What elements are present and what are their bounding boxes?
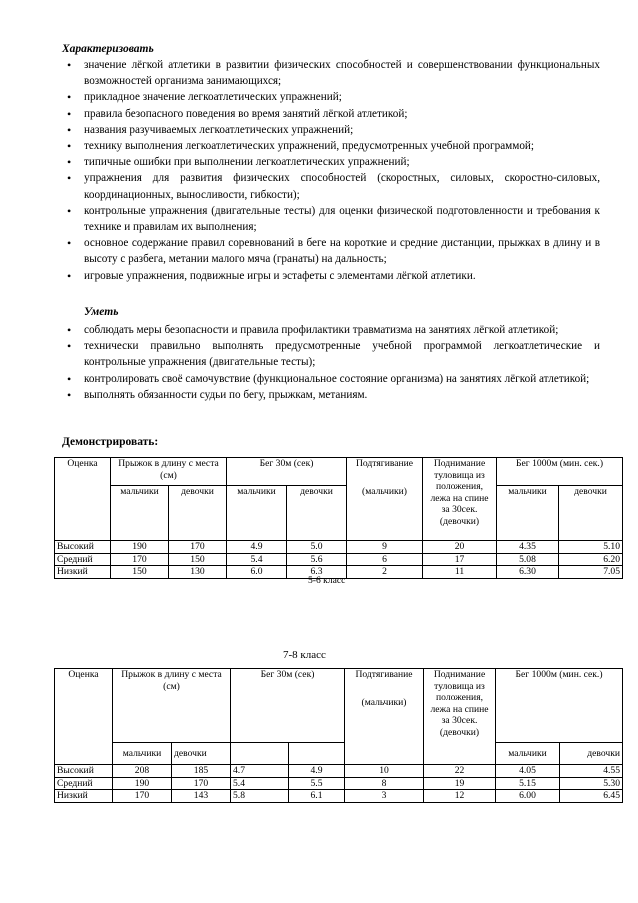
characterize-list bbox=[62, 57, 600, 284]
table-row bbox=[55, 765, 623, 778]
header-run30-boys: мальчики bbox=[227, 486, 287, 541]
table2-title: 7-8 класс bbox=[283, 649, 326, 661]
value-cell: 4.7 bbox=[231, 765, 289, 778]
value-cell: 4.35 bbox=[497, 541, 559, 554]
value-cell: 190 bbox=[113, 777, 172, 790]
value-cell: 5.4 bbox=[231, 777, 289, 790]
list-item: • упражнения для развития физических способностей (скоростных, силовых, скоростно-силовых, координационных, выносливости, гибкости); bbox=[62, 170, 600, 202]
value-cell: 10 bbox=[345, 765, 424, 778]
norms-table-5-6 bbox=[54, 457, 623, 579]
value-cell: 17 bbox=[423, 553, 497, 566]
value-cell: 5.10 bbox=[559, 541, 623, 554]
value-cell: 6.45 bbox=[560, 790, 623, 803]
header-situps: Поднимание туловища из положения, лежа на спине за 30сек. (девочки) bbox=[424, 669, 496, 765]
header-pullups bbox=[347, 458, 423, 541]
list-item: • технически правильно выполнять предусмотренные учебной программой легкоатлетические и контрольные упражнения (двигательные тесты); bbox=[62, 338, 600, 370]
grade-cell: Средний bbox=[55, 553, 111, 566]
header-jump-girls: девочки bbox=[172, 743, 231, 765]
empty-cell bbox=[289, 743, 345, 765]
value-cell: 8 bbox=[345, 777, 424, 790]
header-run30-girls: девочки bbox=[287, 486, 347, 541]
value-cell: 185 bbox=[172, 765, 231, 778]
value-cell: 4.9 bbox=[227, 541, 287, 554]
grade-cell: Высокий bbox=[55, 765, 113, 778]
header-situps: Поднимание туловища из положения, лежа на спине за 30сек. (девочки) bbox=[423, 458, 497, 541]
value-cell: 22 bbox=[424, 765, 496, 778]
header-grade: Оценка bbox=[55, 458, 111, 541]
demonstrate-heading: Демонстрировать: bbox=[62, 436, 159, 448]
table-row bbox=[55, 790, 623, 803]
header-pullups-title: Подтягивание bbox=[355, 669, 413, 680]
header-jump-boys: мальчики bbox=[113, 743, 172, 765]
able-list bbox=[62, 322, 600, 403]
header-run1000-boys: мальчики bbox=[497, 486, 559, 541]
value-cell: 9 bbox=[347, 541, 423, 554]
value-cell: 4.05 bbox=[496, 765, 560, 778]
header-run1000: Бег 1000м (мин. сек.) bbox=[496, 669, 623, 743]
table-row bbox=[55, 777, 623, 790]
header-pullups-sub: (мальчики) bbox=[362, 485, 407, 497]
header-run1000-boys: мальчики bbox=[496, 743, 560, 765]
value-cell: 12 bbox=[424, 790, 496, 803]
value-cell: 3 bbox=[345, 790, 424, 803]
list-item: • контролировать своё самочувствие (функциональное состояние организма) на занятиях лёгкой атлетикой; bbox=[62, 371, 600, 387]
table-row bbox=[55, 541, 623, 554]
list-item: • игровые упражнения, подвижные игры и эстафеты с элементами лёгкой атлетики. bbox=[62, 268, 600, 284]
value-cell: 5.6 bbox=[287, 553, 347, 566]
value-cell: 5.5 bbox=[289, 777, 345, 790]
value-cell: 208 bbox=[113, 765, 172, 778]
value-cell: 170 bbox=[172, 777, 231, 790]
value-cell: 6.1 bbox=[289, 790, 345, 803]
value-cell: 5.08 bbox=[497, 553, 559, 566]
value-cell: 170 bbox=[113, 790, 172, 803]
header-run1000: Бег 1000м (мин. сек.) bbox=[497, 458, 623, 486]
value-cell: 6.30 bbox=[497, 566, 559, 579]
header-jump-girls: девочки bbox=[169, 486, 227, 541]
list-item: • названия разучиваемых легкоатлетических упражнений; bbox=[62, 122, 600, 138]
value-cell: 150 bbox=[111, 566, 169, 579]
value-cell: 19 bbox=[424, 777, 496, 790]
characterize-heading: Характеризовать bbox=[62, 43, 154, 55]
header-grade: Оценка bbox=[55, 669, 113, 765]
header-run1000-girls: девочки bbox=[560, 743, 623, 765]
norms-table-7-8 bbox=[54, 668, 623, 803]
value-cell: 150 bbox=[169, 553, 227, 566]
value-cell: 2 bbox=[347, 566, 423, 579]
header-run1000-girls: девочки bbox=[559, 486, 623, 541]
value-cell: 143 bbox=[172, 790, 231, 803]
value-cell: 5.4 bbox=[227, 553, 287, 566]
list-item: • контрольные упражнения (двигательные тесты) для оценки физической подготовленности и требования к технике и правилам их выполнения; bbox=[62, 203, 600, 235]
list-item: • типичные ошибки при выполнении легкоатлетических упражнений; bbox=[62, 154, 600, 170]
able-heading: Уметь bbox=[84, 306, 119, 318]
grade-cell: Средний bbox=[55, 777, 113, 790]
value-cell: 6 bbox=[347, 553, 423, 566]
value-cell: 190 bbox=[111, 541, 169, 554]
list-item: • соблюдать меры безопасности и правила профилактики травматизма на занятиях лёгкой атлетикой; bbox=[62, 322, 600, 338]
value-cell: 11 bbox=[423, 566, 497, 579]
value-cell: 4.55 bbox=[560, 765, 623, 778]
header-jump-boys: мальчики bbox=[111, 486, 169, 541]
value-cell: 170 bbox=[111, 553, 169, 566]
table-row bbox=[55, 553, 623, 566]
header-pullups-title: Подтягивание bbox=[355, 458, 414, 469]
value-cell: 7.05 bbox=[559, 566, 623, 579]
header-run30: Бег 30м (сек) bbox=[227, 458, 347, 486]
value-cell: 6.3 bbox=[287, 566, 347, 579]
value-cell: 6.0 bbox=[227, 566, 287, 579]
header-jump: Прыжок в длину с места (см) bbox=[113, 669, 231, 743]
list-item: • выполнять обязанности судьи по бегу, прыжкам, метаниям. bbox=[62, 387, 600, 403]
header-run30: Бег 30м (сек) bbox=[231, 669, 345, 743]
empty-cell bbox=[231, 743, 289, 765]
grade-cell: Низкий bbox=[55, 566, 111, 579]
value-cell: 6.00 bbox=[496, 790, 560, 803]
grade-cell: Высокий bbox=[55, 541, 111, 554]
grade-cell: Низкий bbox=[55, 790, 113, 803]
list-item: • основное содержание правил соревнований в беге на короткие и средние дистанции, прыжках в длину и в высоту с разбега, метании малого мяча (гранаты) на дальность; bbox=[62, 235, 600, 267]
value-cell: 4.9 bbox=[289, 765, 345, 778]
list-item: • прикладное значение легкоатлетических упражнений; bbox=[62, 89, 600, 105]
list-item: • правила безопасного поведения во время занятий лёгкой атлетикой; bbox=[62, 106, 600, 122]
value-cell: 5.0 bbox=[287, 541, 347, 554]
header-pullups bbox=[345, 669, 424, 765]
value-cell: 20 bbox=[423, 541, 497, 554]
table1-caption: 5-6 класс bbox=[308, 575, 346, 586]
header-pullups-sub: (мальчики) bbox=[361, 696, 407, 708]
value-cell: 170 bbox=[169, 541, 227, 554]
value-cell: 5.8 bbox=[231, 790, 289, 803]
value-cell: 130 bbox=[169, 566, 227, 579]
value-cell: 6.20 bbox=[559, 553, 623, 566]
list-item: • значение лёгкой атлетики в развитии физических способностей и совершенствовании функциональных возможностей организма занимающихся; bbox=[62, 57, 600, 89]
header-jump: Прыжок в длину с места (см) bbox=[111, 458, 227, 486]
value-cell: 5.30 bbox=[560, 777, 623, 790]
value-cell: 5.15 bbox=[496, 777, 560, 790]
list-item: • технику выполнения легкоатлетических упражнений, предусмотренных учебной программой; bbox=[62, 138, 600, 154]
